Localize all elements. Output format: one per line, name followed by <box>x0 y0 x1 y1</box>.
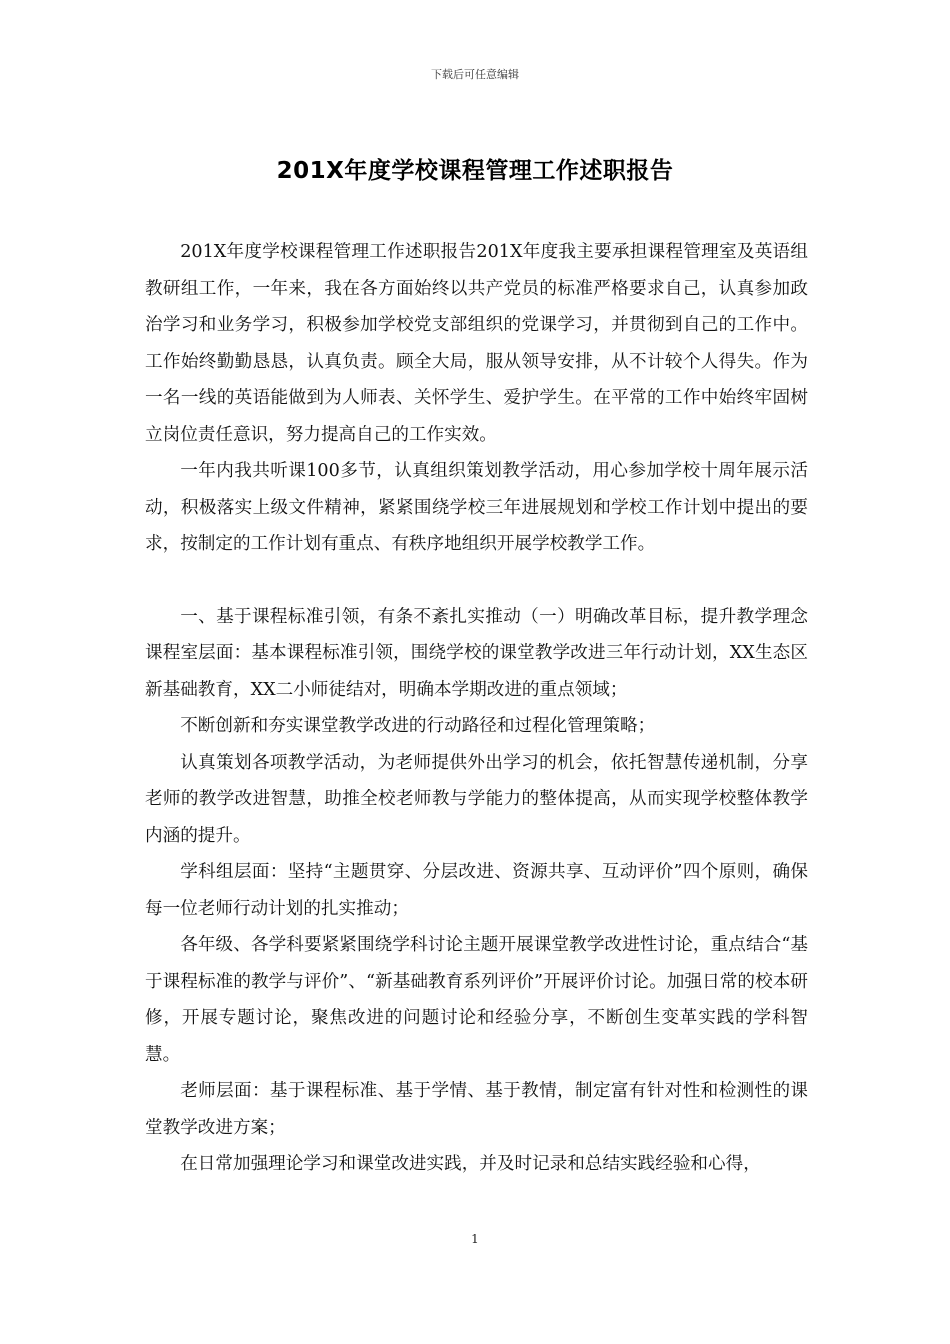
paragraph-lessons: 一年内我共听课100多节，认真组织策划教学活动，用心参加学校十周年展示活动，积极落实上级文件精神，紧紧围绕学校三年进展规划和学校工作计划中提出的要求，按制定的工作计划有重点、有秩序地组织开展学校教学工作。 <box>145 461 808 554</box>
paragraph-teacher-level: 老师层面：基于课程标准、基于学情、基于教情，制定富有针对性和检测性的课堂教学改进方案； <box>145 1081 808 1138</box>
paragraph-subject-group: 学科组层面：坚持“主题贯穿、分层改进、资源共享、互动评价”四个原则，确保每一位老师行动计划的扎实推动； <box>145 862 808 919</box>
paragraph-innovation: 不断创新和夯实课堂教学改进的行动路径和过程化管理策略； <box>180 716 656 736</box>
paragraph-intro: 201X年度学校课程管理工作述职报告201X年度我主要承担课程管理室及英语组教研组工作，一年来，我在各方面始终以共产党员的标准严格要求自己，认真参加政治学习和业务学习，积极参加学校党支部组织的党课学习，并贯彻到自己的工作中。工作始终勤勤恳恳，认真负责。顾全大局，服从领导安排，从不计较个人得失。作为一名一线的英语能做到为人师表、关怀学生、爱护学生。在平常的工作中始终牢固树立岗位责任意识，努力提高自己的工作实效。 <box>145 242 808 445</box>
paragraph-grades: 各年级、各学科要紧紧围绕学科讨论主题开展课堂教学改进性讨论，重点结合“基于课程标准的教学与评价”、“新基础教育系列评价”开展评价讨论。加强日常的校本研修，开展专题讨论，聚焦改进的问题讨论和经验分享，不断创生变革实践的学科智慧。 <box>145 935 808 1065</box>
paragraph-daily-practice: 在日常加强理论学习和课堂改进实践，并及时记录和总结实践经验和心得， <box>180 1154 761 1174</box>
document-body <box>145 234 808 1183</box>
page-header-note: 下载后可任意编辑 <box>431 68 519 81</box>
paragraph-section-one: 一、基于课程标准引领，有条不紊扎实推动（一）明确改革目标，提升教学理念课程室层面：基本课程标准引领，围绕学校的课堂教学改进三年行动计划，XX生态区新基础教育，XX二小师徒结对，明确本学期改进的重点领域； <box>145 606 808 700</box>
paragraph-activities: 认真策划各项教学活动，为老师提供外出学习的机会，依托智慧传递机制，分享老师的教学改进智慧，助推全校老师教与学能力的整体提高，从而实现学校整体教学内涵的提升。 <box>145 752 808 846</box>
document-title: 201X年度学校课程管理工作述职报告 <box>276 158 674 184</box>
page-number: 1 <box>471 1232 479 1246</box>
